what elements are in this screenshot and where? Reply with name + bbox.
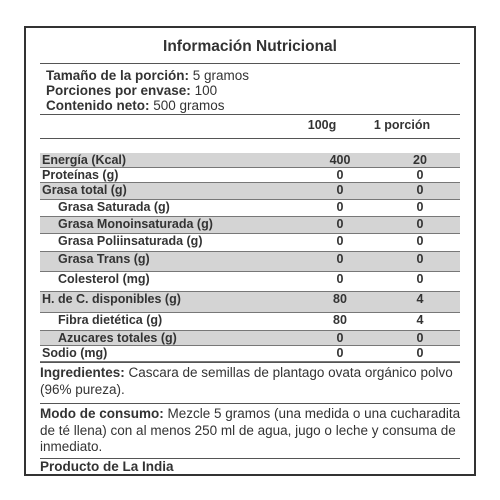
table-row — [40, 252, 460, 272]
net-content-label: Contenido neto: — [46, 98, 150, 113]
value-100g: 0 — [336, 234, 344, 248]
value-100g: 400 — [329, 153, 351, 167]
usage-label: Modo de consumo: — [40, 406, 164, 421]
nutrient-name: Grasa total (g) — [42, 183, 127, 197]
table-row — [40, 183, 460, 200]
title-divider — [40, 63, 460, 64]
table-row — [40, 331, 460, 346]
nutrient-name: Energía (Kcal) — [42, 153, 127, 167]
value-portion: 0 — [416, 331, 424, 345]
ingredients-label: Ingredientes: — [40, 365, 125, 380]
serving-size-value: 5 gramos — [192, 68, 250, 83]
nutrition-facts-panel — [24, 26, 476, 476]
value-100g: 0 — [336, 183, 344, 197]
value-portion: 0 — [416, 217, 424, 231]
table-row — [40, 272, 460, 292]
table-row — [40, 234, 460, 252]
nutrient-name: Fibra dietética (g) — [58, 313, 163, 327]
column-header-portion: 1 porción — [373, 118, 431, 132]
value-100g: 80 — [333, 313, 347, 327]
nutrient-name: Grasa Saturada (g) — [58, 200, 170, 214]
value-100g: 80 — [333, 292, 347, 306]
table-row — [40, 346, 460, 362]
value-portion: 0 — [416, 272, 424, 286]
serving-size-label: Tamaño de la porción: — [46, 68, 190, 83]
servings-per-pack-value: 100 — [194, 83, 218, 98]
ingredients-block — [40, 365, 470, 398]
nutrient-name: Grasa Monoinsaturada (g) — [58, 217, 213, 231]
serving-info — [46, 68, 249, 113]
panel-title: Información Nutricional — [163, 38, 337, 55]
servings-per-pack-line — [46, 83, 249, 98]
table-row — [40, 313, 460, 331]
nutrient-name: Grasa Poliinsaturada (g) — [58, 234, 203, 248]
value-100g: 0 — [336, 252, 344, 266]
usage-block — [40, 406, 470, 456]
value-portion: 20 — [413, 153, 427, 167]
value-portion: 4 — [416, 292, 424, 306]
ingredients-text: Cascara de semillas de plantago ovata orgánico polvo (96% pureza). — [40, 365, 453, 397]
serving-divider — [40, 114, 460, 115]
value-portion: 0 — [416, 346, 424, 360]
column-header-100g: 100g — [307, 118, 337, 132]
ingredients-divider — [40, 403, 460, 404]
origin-text: Producto de La India — [40, 459, 174, 474]
table-row — [40, 217, 460, 234]
value-portion: 0 — [416, 168, 424, 182]
table-row — [40, 153, 460, 168]
serving-size-line — [46, 68, 249, 83]
servings-per-pack-label: Porciones por envase: — [46, 83, 191, 98]
value-100g: 0 — [336, 346, 344, 360]
nutrient-name: Proteínas (g) — [42, 168, 119, 182]
nutrient-name: Sodio (mg) — [42, 346, 108, 360]
value-portion: 0 — [416, 200, 424, 214]
nutrient-name: Colesterol (mg) — [58, 272, 150, 286]
table-row — [40, 168, 460, 183]
net-content-value: 500 gramos — [153, 98, 225, 113]
value-100g: 0 — [336, 168, 344, 182]
header-divider — [40, 138, 460, 139]
usage-text: Mezcle 5 gramos (una medida o una cucharadita de té llena) con al menos 250 ml de agua, jugo o leche y consuma de inmediato. — [40, 406, 461, 454]
nutrient-name: Azucares totales (g) — [58, 331, 177, 345]
value-portion: 4 — [416, 313, 424, 327]
table-row — [40, 292, 460, 313]
table-row — [40, 200, 460, 217]
value-100g: 0 — [336, 200, 344, 214]
value-portion: 0 — [416, 234, 424, 248]
value-portion: 0 — [416, 252, 424, 266]
nutrient-name: Grasa Trans (g) — [58, 252, 150, 266]
value-portion: 0 — [416, 183, 424, 197]
value-100g: 0 — [336, 272, 344, 286]
net-content-line — [46, 98, 249, 113]
value-100g: 0 — [336, 331, 344, 345]
value-100g: 0 — [336, 217, 344, 231]
table-bottom-divider — [40, 362, 460, 363]
nutrient-name: H. de C. disponibles (g) — [42, 292, 181, 306]
